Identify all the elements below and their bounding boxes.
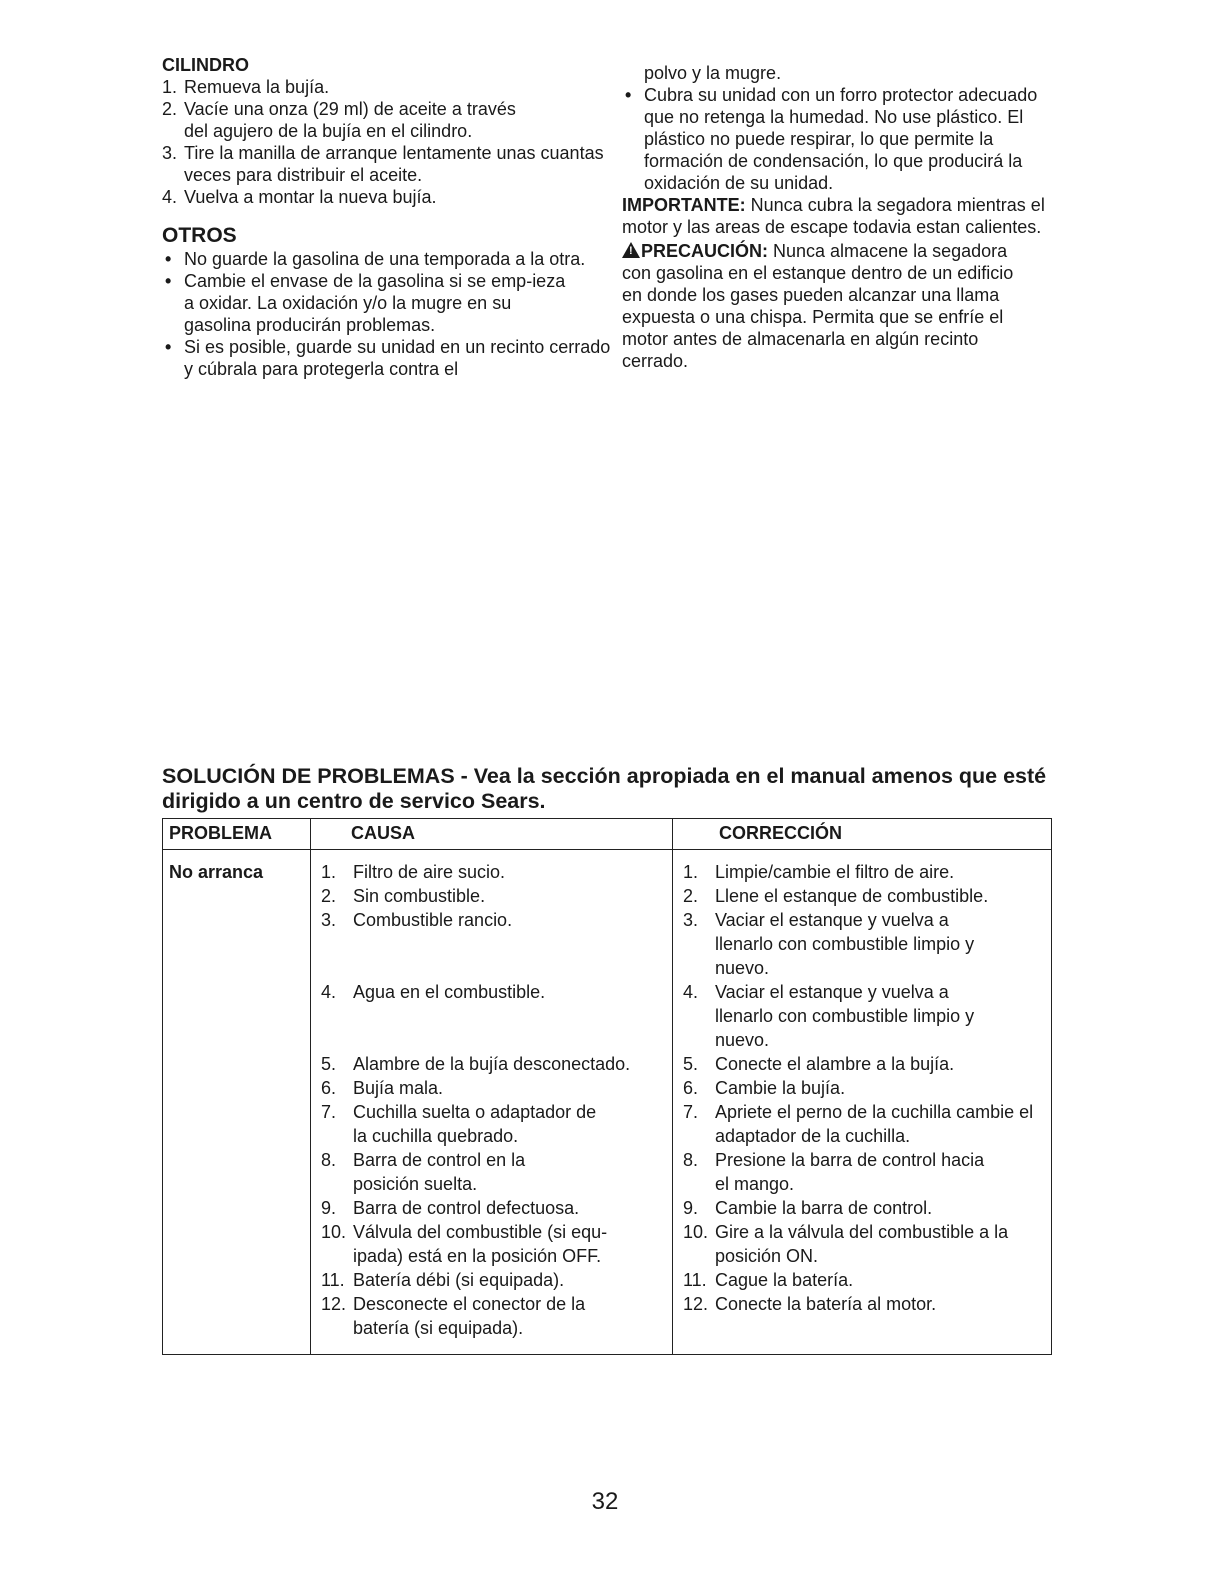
list-item: 5. Conecte el alambre a la bujía. <box>683 1054 955 1074</box>
list-item: 7. Cuchilla suelta o adaptador de la cuchilla quebrado. <box>321 1102 597 1146</box>
list-item: 1. Remueva la bujía. <box>162 77 330 97</box>
importante-note: IMPORTANTE: Nunca cubra la segadora mientras el motor y las areas de escape todavia estan calientes. <box>622 195 1045 237</box>
problem-cell: No arranca <box>163 850 311 1355</box>
cover-list <box>622 84 1062 194</box>
otros-list <box>162 248 611 380</box>
list-item: • Cambie el envase de la gasolina si se emp-ieza a oxidar. La oxidación y/o la mugre en su gasolina producirán problemas. <box>165 271 566 335</box>
list-item: 4. Vaciar el estanque y vuelva a llenarlo con combustible limpio y nuevo. <box>683 982 975 1050</box>
left-column <box>162 54 611 380</box>
list-item: 9. Cambie la barra de control. <box>683 1198 933 1218</box>
causes-list <box>315 860 668 1340</box>
header-problem: PROBLEMA <box>163 819 311 850</box>
cilindro-steps <box>162 76 602 208</box>
precaucion-note: !PRECAUCIÓN: Nunca almacene la segadora con gasolina en el estanque dentro de un edificio en donde los gases pueden alcanzar una llama expuesta o una chispa. Permita que se enfríe el motor antes de almacenarla en algún recinto cerrado. <box>622 240 1032 372</box>
list-item: 1. Filtro de aire sucio. <box>321 862 506 882</box>
troubleshooting-title: SOLUCIÓN DE PROBLEMAS - Vea la sección apropiada en el manual amenos que esté dirigido a un centro de servico Sears. <box>162 764 1047 813</box>
list-item: 3. Combustible rancio. <box>321 910 513 930</box>
list-item: 4. Agua en el combustible. <box>321 982 546 1002</box>
list-item: • No guarde la gasolina de una temporada a la otra. <box>165 249 586 269</box>
list-item: 9. Barra de control defectuosa. <box>321 1198 580 1218</box>
corrections-list <box>677 860 1047 1316</box>
list-item: 7. Apriete el perno de la cuchilla cambie el adaptador de la cuchilla. <box>683 1102 1034 1146</box>
list-item: 8. Presione la barra de control hacia el mango. <box>683 1150 985 1194</box>
warning-icon <box>622 242 640 258</box>
list-item: 3. Vaciar el estanque y vuelva a llenarlo con combustible limpio y nuevo. <box>683 910 975 978</box>
troubleshooting-table <box>162 818 1052 1355</box>
list-item: 10. Válvula del combustible (si equ-ipada) está en la posición OFF. <box>321 1222 608 1266</box>
list-item: • Cubra su unidad con un forro protector adecuado que no retenga la humedad. No use plástico. El plástico no puede respirar, lo que permite la formación de condensación, lo que producirá la oxidación de su unidad. <box>625 85 1038 193</box>
list-item: 6. Cambie la bujía. <box>683 1078 846 1098</box>
list-item: 11. Batería débi (si equipada). <box>321 1270 565 1290</box>
causes-cell <box>311 850 673 1355</box>
list-item: 4. Vuelva a montar la nueva bujía. <box>162 187 437 207</box>
table-row <box>163 850 1052 1355</box>
page-number: 32 <box>591 1488 619 1515</box>
header-correction: CORRECCIÓN <box>673 819 1052 850</box>
list-item: 11. Cague la batería. <box>683 1270 854 1290</box>
list-item: • Si es posible, guarde su unidad en un recinto cerrado y cúbrala para protegerla contra el <box>165 337 611 379</box>
right-column <box>622 62 1062 372</box>
continuation-text: polvo y la mugre. <box>644 63 782 83</box>
list-item: 3. Tire la manilla de arranque lentamente unas cuantas veces para distribuir el aceite. <box>162 143 604 185</box>
corrections-cell <box>673 850 1052 1355</box>
list-item: 2. Vacíe una onza (29 ml) de aceite a través del agujero de la bujía en el cilindro. <box>162 99 516 141</box>
table-header-row <box>163 819 1052 850</box>
otros-heading: OTROS <box>162 224 237 247</box>
list-item: 5. Alambre de la bujía desconectado. <box>321 1054 631 1074</box>
list-item: 2. Llene el estanque de combustible. <box>683 886 989 906</box>
list-item: 1. Limpie/cambie el filtro de aire. <box>683 862 955 882</box>
list-item: 12. Conecte la batería al motor. <box>683 1294 937 1314</box>
list-item: 10. Gire a la válvula del combustible a la posición ON. <box>683 1222 1009 1266</box>
list-item: 8. Barra de control en la posición suelta. <box>321 1150 526 1194</box>
list-item: 12. Desconecte el conector de la batería (si equipada). <box>321 1294 586 1338</box>
list-item: 6. Bujía mala. <box>321 1078 444 1098</box>
list-item: 2. Sin combustible. <box>321 886 486 906</box>
cilindro-heading: CILINDRO <box>162 55 249 75</box>
header-cause: CAUSA <box>311 819 673 850</box>
